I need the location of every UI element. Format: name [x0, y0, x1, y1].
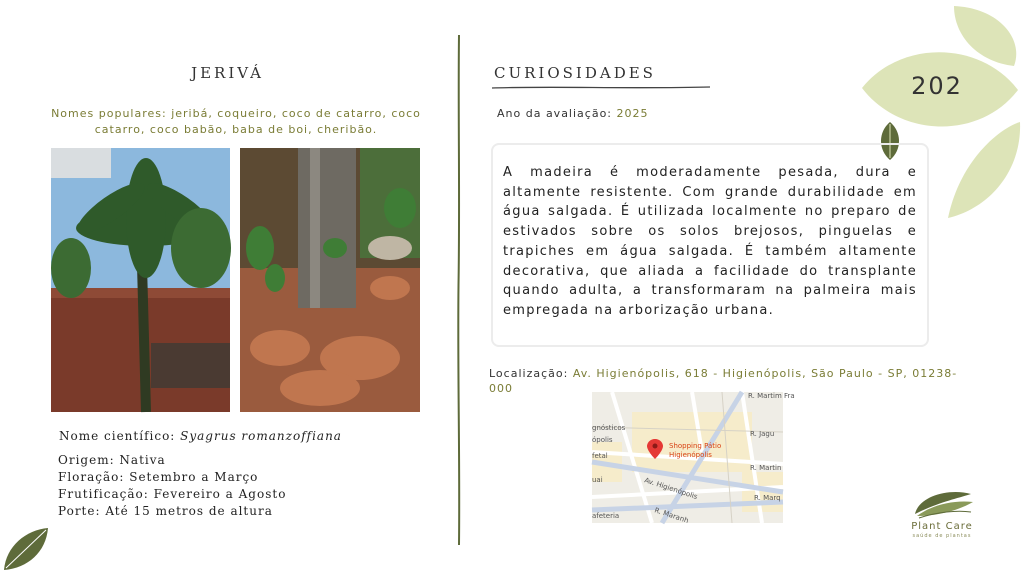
- leaf-shape-bottom: [948, 122, 1020, 218]
- map-street-label: R. Maranh: [653, 506, 690, 525]
- evaluation-year-value: 2025: [616, 107, 649, 120]
- location-label: Localização:: [489, 367, 573, 380]
- decorative-leaf-bottom-left: [0, 526, 52, 572]
- page-number: 202: [911, 72, 963, 100]
- map-street-label: Av. Higienópolis: [643, 476, 699, 501]
- map-poi-label: gnósticos: [592, 424, 626, 432]
- map-pin-label: Shopping Pátio: [669, 442, 722, 450]
- location-map[interactable]: [592, 392, 795, 525]
- map-street-label: R. Martim Fra: [748, 392, 795, 400]
- plant-title: JERIVÁ: [191, 64, 264, 82]
- popular-names: Nomes populares: jeribá, coqueiro, coco de catarro, coco catarro, coco babão, baba de boi, cheribão.: [51, 107, 421, 136]
- location-value: Av. Higienópolis, 618 - Higienópolis, São Paulo - SP, 01238-000: [489, 367, 958, 395]
- scientific-name-label: Nome científico:: [59, 429, 181, 443]
- map-street-label: R. Martin: [750, 464, 782, 472]
- map-poi-label: ópolis: [592, 436, 613, 444]
- logo-name: Plant Care: [911, 521, 973, 532]
- title-underline: [492, 85, 710, 91]
- evaluation-year: [497, 107, 649, 120]
- map-pin-label: Higienópolis: [669, 451, 712, 459]
- fact-flowering: Floração: Setembro a Março: [58, 470, 259, 484]
- map-poi-label: afeteria: [592, 512, 620, 520]
- fact-origin: Origem: Nativa: [58, 453, 166, 467]
- evaluation-year-label: Ano da avaliação:: [497, 107, 617, 120]
- curiosities-text: A madeira é moderadamente pesada, dura e altamente resistente. Com grande durabilidade em água salgada. É utilizada localmente no preparo de estivados sobre os solos brejosos, pinguelas e trapiches em água salgada. É também altamente decorativa, que aliada a facilidade do transplante quando adulta, a transformaram na palmeira mais empregada na arborização urbana.: [503, 165, 917, 318]
- palm-tree-photo: [51, 148, 230, 412]
- scientific-name: [59, 429, 342, 443]
- map-street-label: R. Jagu: [750, 430, 775, 438]
- vertical-divider: [453, 35, 465, 545]
- curiosities-title: CURIOSIDADES: [494, 64, 656, 82]
- map-street-label: R. Marq: [754, 494, 781, 502]
- fact-size: Porte: Até 15 metros de altura: [58, 504, 273, 518]
- logo-tagline: saúde de plantas: [912, 533, 972, 539]
- fact-fruiting: Frutificação: Fevereiro a Agosto: [58, 487, 287, 501]
- map-poi-label: uai: [592, 476, 603, 484]
- plant-facts: [58, 452, 286, 520]
- scientific-name-value: Syagrus romanzoffiana: [180, 429, 342, 443]
- trunk-base-photo: [240, 148, 420, 412]
- map-poi-label: fetal: [592, 452, 608, 460]
